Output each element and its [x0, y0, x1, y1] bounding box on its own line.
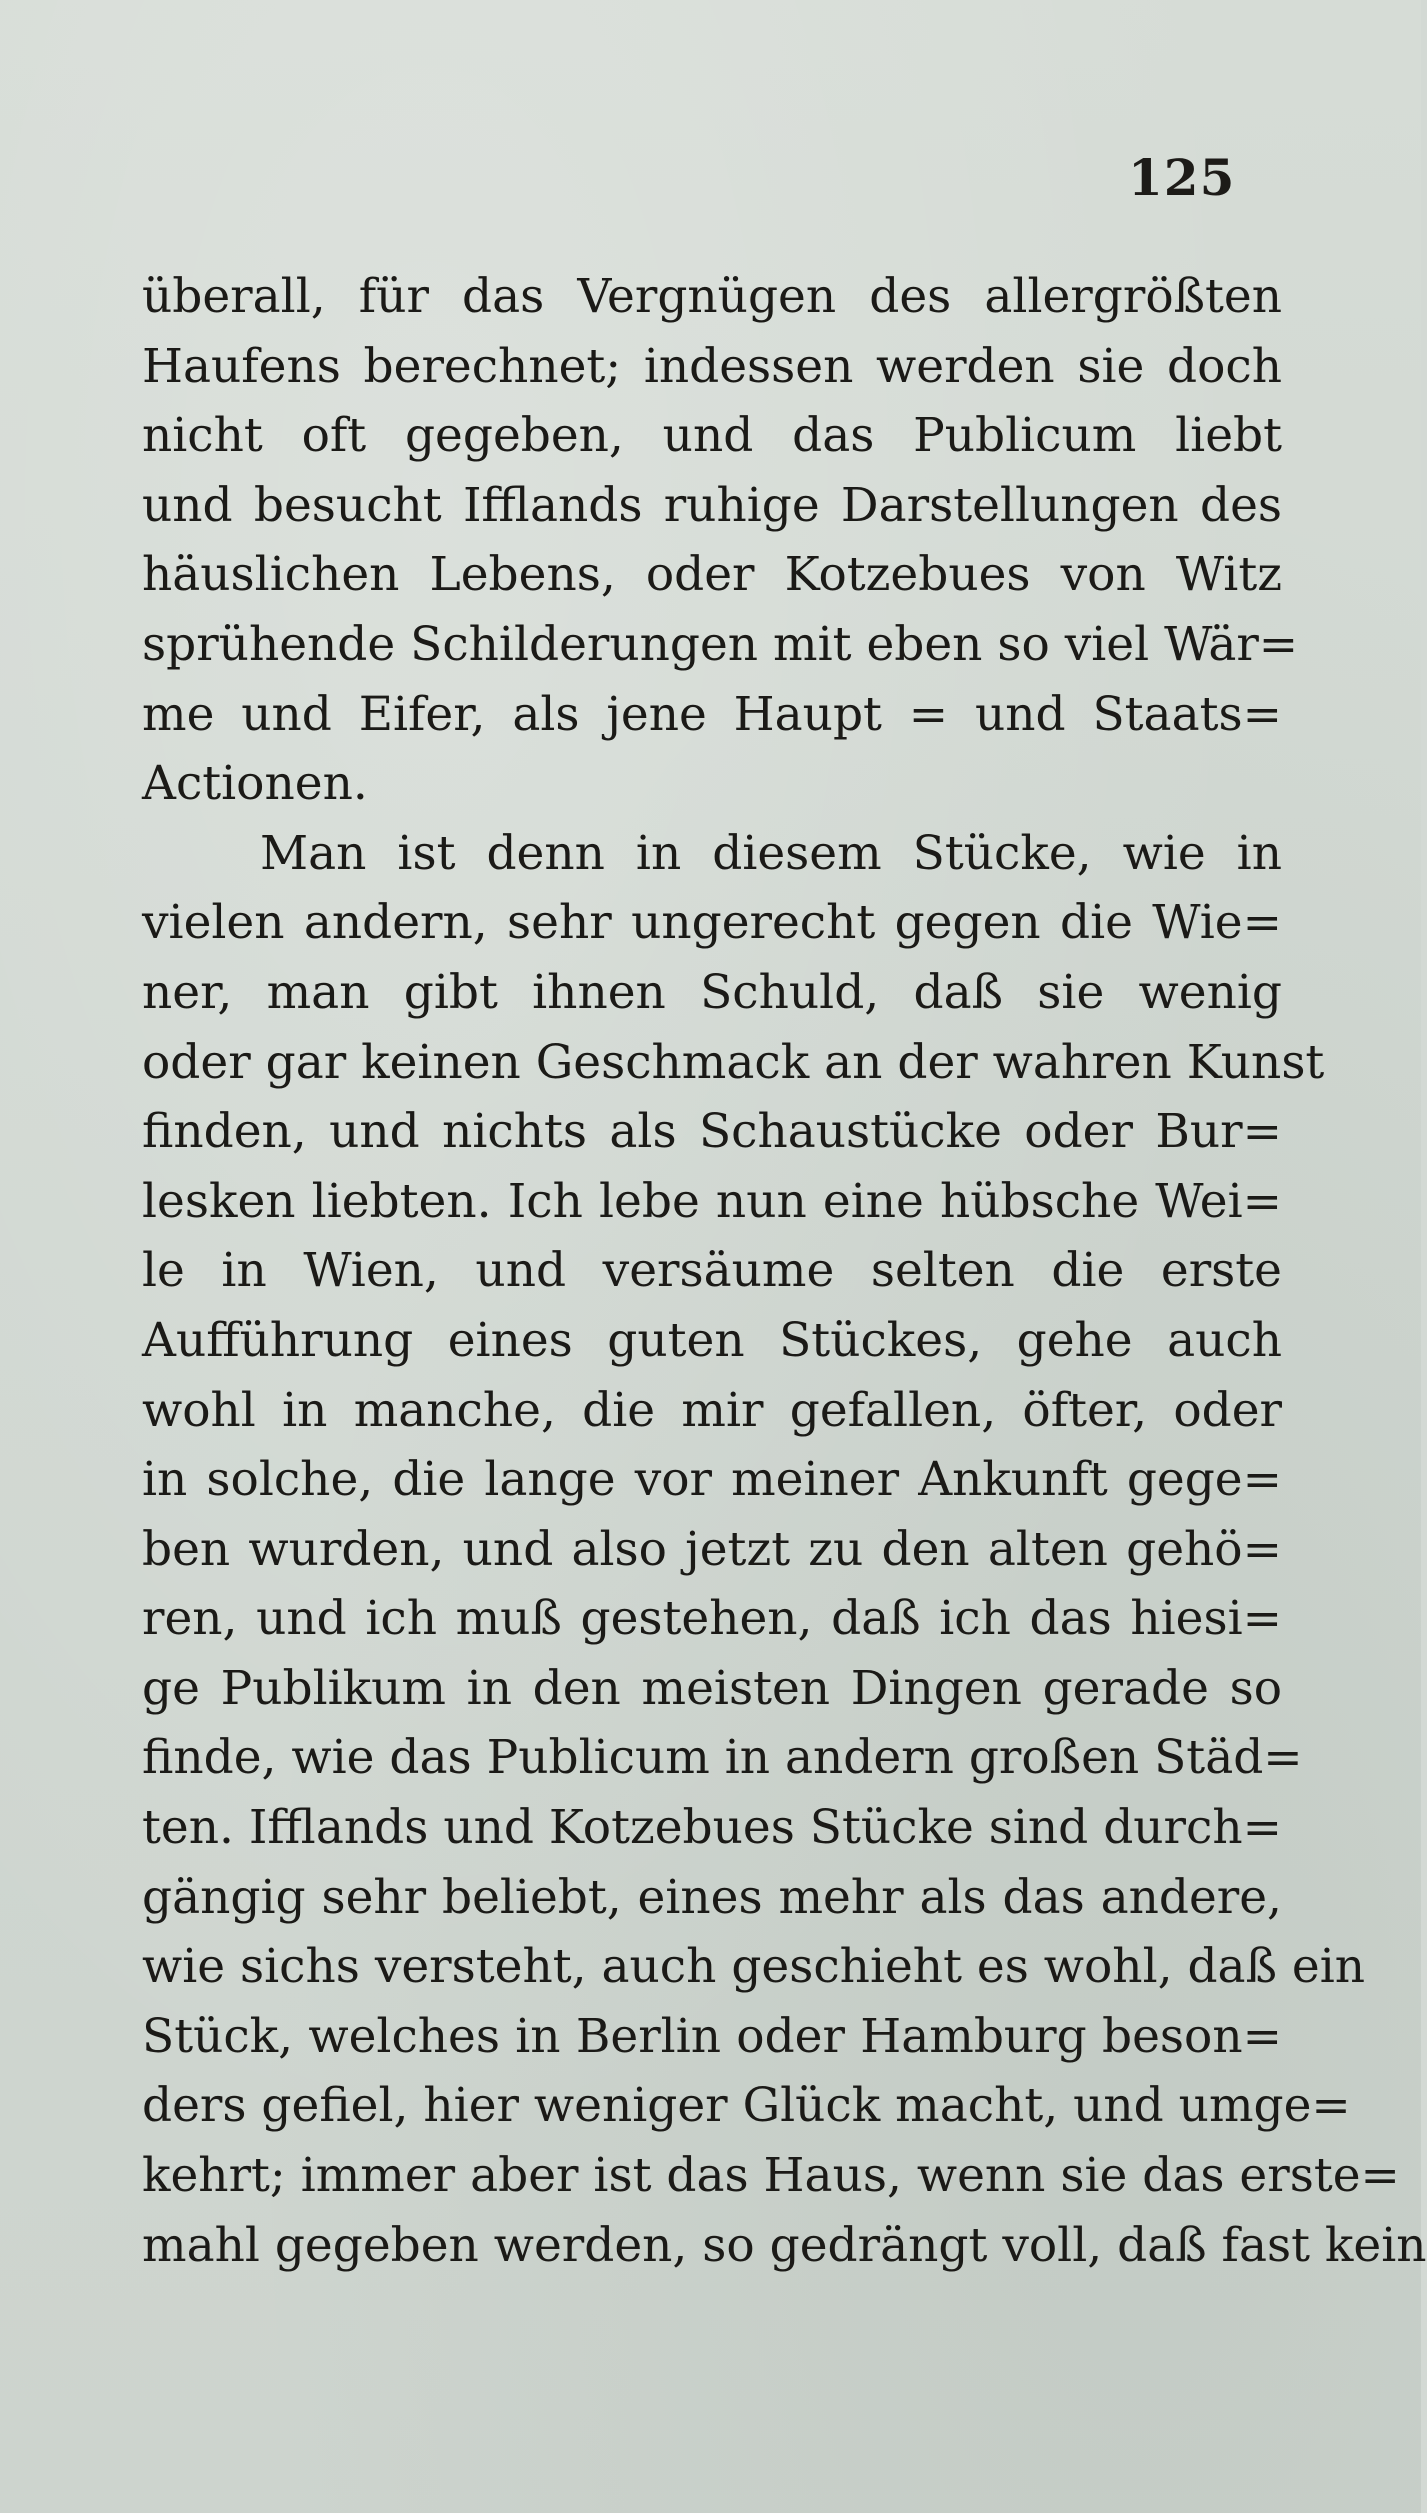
text-line: wie sichs versteht, auch geschieht es wohl, daß ein: [142, 1939, 1366, 1995]
text-line: ten. Ifflands und Kotzebues Stücke sind durch=: [142, 1800, 1282, 1856]
text-line: in solche, die lange vor meiner Ankunft gege=: [142, 1452, 1282, 1508]
text-line: le in Wien, und versäume selten die erste: [142, 1243, 1282, 1299]
text-line: ge Publikum in den meisten Dingen gerade so: [142, 1660, 1282, 1716]
text-line: sprühende Schilderungen mit eben so viel Wär=: [142, 616, 1299, 672]
text-line: ner, man gibt ihnen Schuld, daß sie wenig: [142, 964, 1282, 1020]
text-line: lesken liebten. Ich lebe nun eine hübsche Wei=: [142, 1173, 1282, 1229]
text-line: me und Eifer, als jene Haupt = und Staats=: [142, 686, 1282, 742]
text-line: ben wurden, und also jetzt zu den alten gehö=: [142, 1521, 1282, 1577]
text-line: finden, und nichts als Schaustücke oder Bur=: [142, 1104, 1282, 1160]
text-line: gängig sehr beliebt, eines mehr als das andere,: [142, 1869, 1282, 1925]
text-line: vielen andern, sehr ungerecht gegen die Wie=: [142, 895, 1282, 951]
text-line: mahl gegeben werden, so gedrängt voll, daß fast kein: [142, 2217, 1427, 2273]
text-line: ren, und ich muß gestehen, daß ich das hiesi=: [142, 1591, 1282, 1647]
text-line: oder gar keinen Geschmack an der wahren Kunst: [142, 1034, 1325, 1090]
body-text: [142, 262, 1427, 2280]
text-line: wohl in manche, die mir gefallen, öfter, oder: [142, 1382, 1282, 1438]
paragraph-first-line: Man ist denn in diesem Stücke, wie in: [260, 825, 1282, 881]
text-line: und besucht Ifflands ruhige Darstellungen des: [142, 477, 1282, 533]
text-line: überall, für das Vergnügen des allergrößten: [142, 269, 1282, 324]
page-number: 125: [1128, 148, 1236, 207]
text-line: kehrt; immer aber ist das Haus, wenn sie das erste=: [142, 2148, 1400, 2204]
text-line: Stück, welches in Berlin oder Hamburg beson=: [142, 2008, 1282, 2064]
text-line: häuslichen Lebens, oder Kotzebues von Witz: [142, 547, 1282, 603]
text-line: ders gefiel, hier weniger Glück macht, und umge=: [142, 2078, 1351, 2134]
text-line: nicht oft gegeben, und das Publicum liebt: [142, 408, 1282, 464]
text-line: Actionen.: [142, 756, 368, 812]
text-line: Haufens berechnet; indessen werden sie doch: [142, 338, 1282, 394]
text-line: finde, wie das Publicum in andern großen Städ=: [142, 1730, 1303, 1786]
text-line: Aufführung eines guten Stückes, gehe auch: [142, 1312, 1282, 1368]
